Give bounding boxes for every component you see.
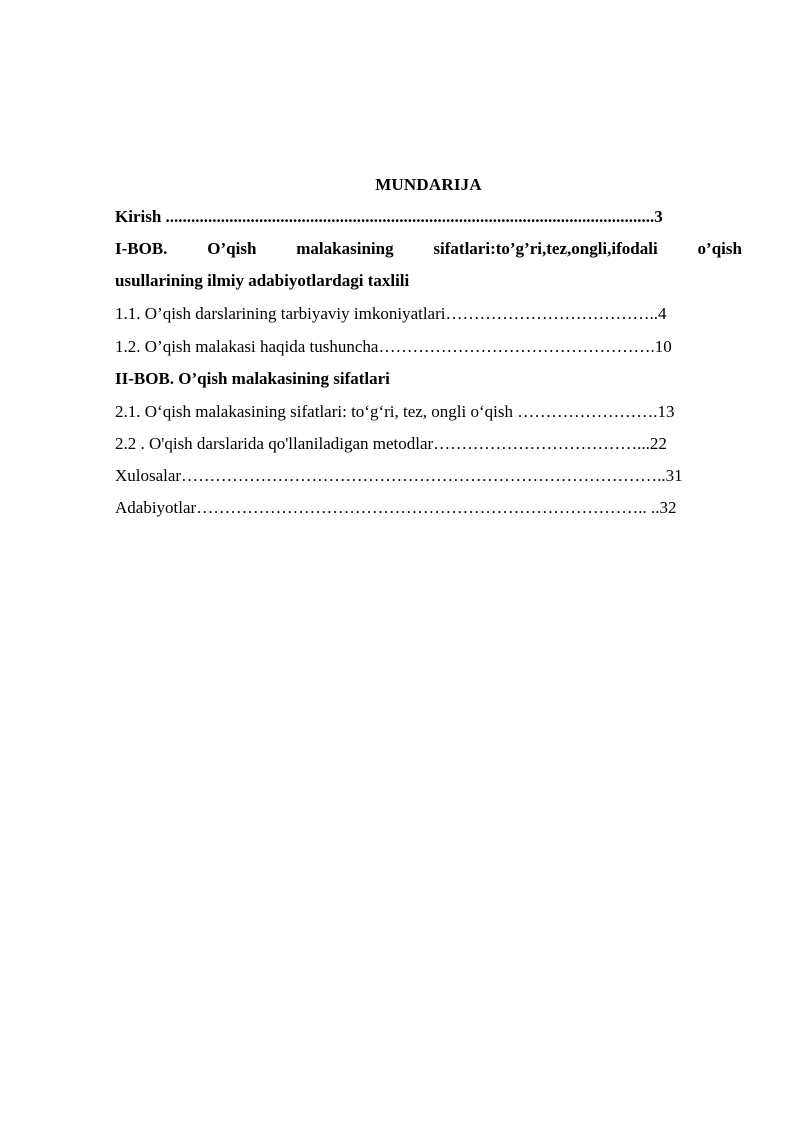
toc-entry-adabiyotlar: Adabiyotlar…………………………………………………………………….. ..32 xyxy=(115,498,677,517)
toc-entry-chapter-1-heading xyxy=(115,239,742,259)
toc-word: malakasining xyxy=(296,239,394,258)
toc-word: I-BOB. xyxy=(115,239,168,258)
toc-entry-2-2: 2.2 . O'qish darslarida qo'llaniladigan metodlar………………………………...22 xyxy=(115,434,667,453)
toc-entry-1-1: 1.1. O’qish darslarining tarbiyaviy imkoniyatlari………………………………..4 xyxy=(115,304,667,323)
toc-word: O’qish xyxy=(207,239,257,258)
toc-entry-chapter-1-heading-cont: usullarining ilmiy adabiyotlardagi taxlili xyxy=(115,271,410,290)
toc-entry-2-1: 2.1. O‘qish malakasining sifatlari: to‘g‘ri, tez, ongli o‘qish …………………….13 xyxy=(115,402,675,421)
toc-word: o’qish xyxy=(697,239,742,258)
toc-word: sifatlari:to’g’ri,tez,ongli,ifodali xyxy=(433,239,658,258)
toc-entry-chapter-2-heading: II-BOB. O’qish malakasining sifatlari xyxy=(115,369,390,388)
page-title: MUNDARIJA xyxy=(375,175,482,194)
toc-entry-kirish: Kirish ...................................................................................................................3 xyxy=(115,207,663,226)
toc-entry-1-2: 1.2. O’qish malakasi haqida tushuncha………………………………………….10 xyxy=(115,337,672,356)
toc-entry-xulosalar: Xulosalar…………………………………………………………………………..31 xyxy=(115,466,683,485)
